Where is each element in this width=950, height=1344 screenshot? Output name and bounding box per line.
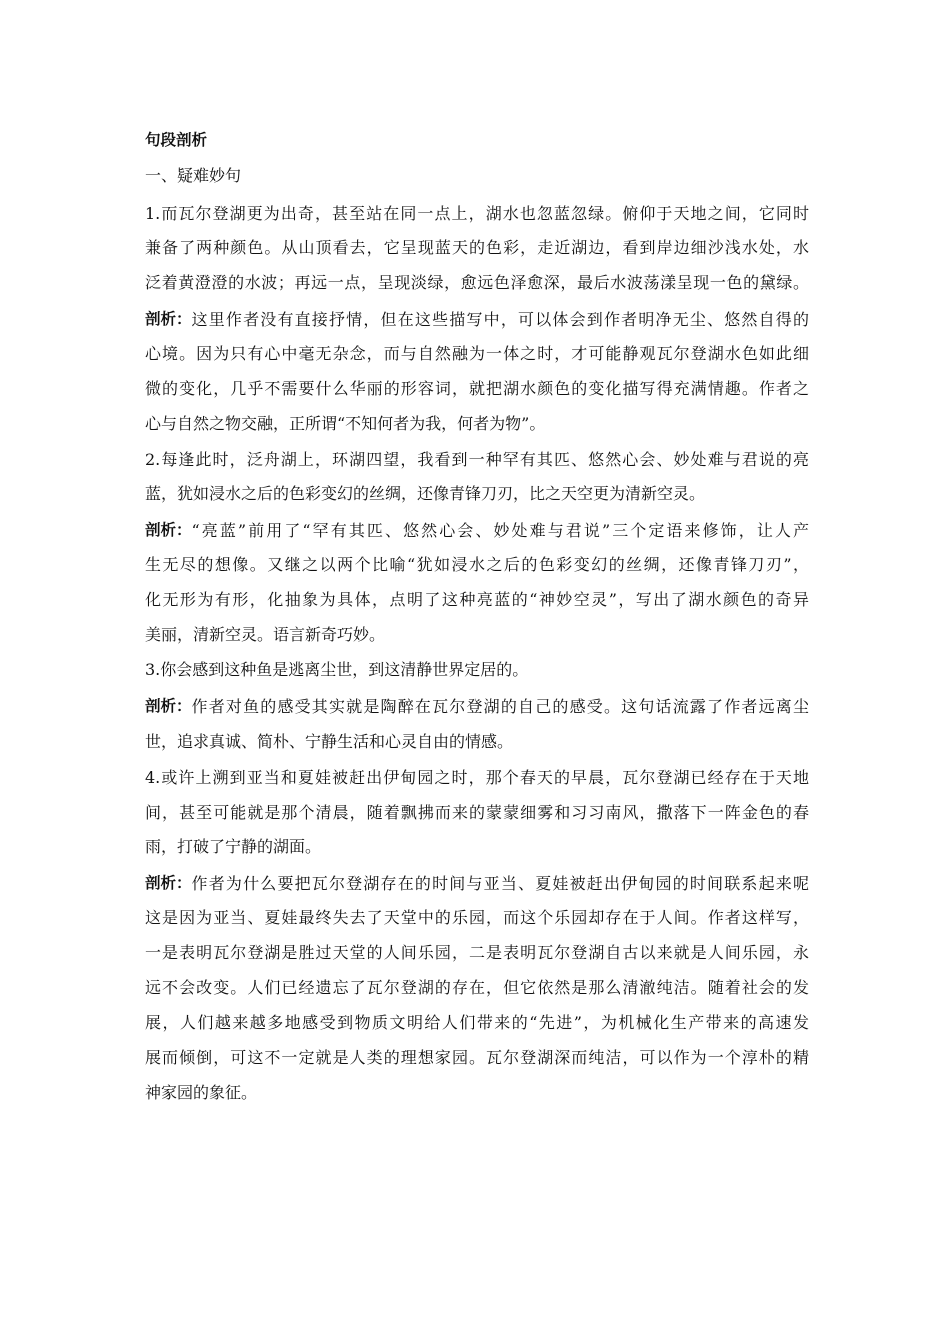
sentence-4-line-3: 雨，打破了宁静的湖面。	[145, 837, 322, 856]
section-heading: 句段剖析	[145, 131, 208, 149]
analysis-4-line-5: 展，人们越来越多地感受到物质文明给人们带来的“先进”，为机械化生产带来的高速发	[145, 1013, 809, 1032]
analysis-2-line-3: 化无形为有形，化抽象为具体，点明了这种亮蓝的“神妙空灵”，写出了湖水颜色的奇异	[145, 590, 809, 609]
analysis-label: 剖析：	[145, 874, 192, 892]
sentence-2-line-1: 2.每逢此时，泛舟湖上，环湖四望，我看到一种罕有其匹、悠然心会、妙处难与君说的亮	[145, 450, 809, 469]
analysis-1-line-3: 微的变化，几乎不需要什么华丽的形容词，就把湖水颜色的变化描写得充满情趣。作者之	[145, 379, 809, 398]
analysis-4-line-6: 展而倾倒，可这不一定就是人类的理想家园。瓦尔登湖深而纯洁，可以作为一个淳朴的精	[145, 1048, 809, 1067]
analysis-4-line-3: 一是表明瓦尔登湖是胜过天堂的人间乐园，二是表明瓦尔登湖自古以来就是人间乐园，永	[145, 943, 809, 962]
analysis-1-line-2: 心境。因为只有心中毫无杂念，而与自然融为一体之时，才可能静观瓦尔登湖水色如此细	[145, 344, 809, 363]
sentence-1-line-3: 泛着黄澄澄的水波；再远一点，呈现淡绿，愈远色泽愈深，最后水波荡漾呈现一色的黛绿。	[145, 273, 809, 292]
analysis-label: 剖析：	[145, 521, 192, 539]
analysis-1-line-1: 剖析： 这里作者没有直接抒情，但在这些描写中，可以体会到作者明净无尘、悠然自得的	[145, 307, 809, 330]
section-subheading: 一、疑难妙句	[145, 166, 242, 185]
analysis-2-line-2: 生无尽的想像。又继之以两个比喻“犹如浸水之后的色彩变幻的丝绸，还像青锋刀刃”，	[145, 555, 809, 574]
analysis-3-line-2: 世，追求真诚、简朴、宁静生活和心灵自由的情感。	[145, 732, 514, 751]
analysis-1-line-4: 心与自然之物交融，正所谓“不知何者为我，何者为物”。	[145, 414, 546, 433]
sentence-1-line-1: 1.而瓦尔登湖更为出奇，甚至站在同一点上，湖水也忽蓝忽绿。俯仰于天地之间，它同时	[145, 204, 809, 223]
analysis-2-line-4: 美丽，清新空灵。语言新奇巧妙。	[145, 625, 386, 644]
analysis-label: 剖析：	[145, 697, 192, 715]
analysis-4-line-4: 远不会改变。人们已经遗忘了瓦尔登湖的存在，但它依然是那么清澈纯洁。随着社会的发	[145, 978, 809, 997]
sentence-4-line-2: 间，甚至可能就是那个清晨，随着飘拂而来的蒙蒙细雾和习习南风，撒落下一阵金色的春	[145, 803, 809, 822]
analysis-label: 剖析：	[145, 310, 192, 328]
analysis-4-line-1: 剖析： 作者为什么要把瓦尔登湖存在的时间与亚当、夏娃被赶出伊甸园的时间联系起来呢	[145, 871, 809, 894]
sentence-3-line-1: 3.你会感到这种鱼是逃离尘世，到这清静世界定居的。	[145, 660, 529, 679]
sentence-1-line-2: 兼备了两种颜色。从山顶看去，它呈现蓝天的色彩，走近湖边，看到岸边细沙浅水处，水	[145, 238, 809, 257]
sentence-2-line-2: 蓝，犹如浸水之后的色彩变幻的丝绸，还像青锋刀刃，比之天空更为清新空灵。	[145, 484, 706, 503]
sentence-4-line-1: 4.或许上溯到亚当和夏娃被赶出伊甸园之时，那个春天的早晨，瓦尔登湖已经存在于天地	[145, 768, 809, 787]
analysis-3-line-1: 剖析： 作者对鱼的感受其实就是陶醉在瓦尔登湖的自己的感受。这句话流露了作者远离尘	[145, 694, 809, 717]
analysis-4-line-2: 这是因为亚当、夏娃最终失去了天堂中的乐园，而这个乐园却存在于人间。作者这样写，	[145, 908, 809, 927]
analysis-4-line-7: 神家园的象征。	[145, 1083, 258, 1102]
analysis-2-line-1: 剖析： “亮蓝”前用了“罕有其匹、悠然心会、妙处难与君说”三个定语来修饰，让人产	[145, 518, 809, 541]
